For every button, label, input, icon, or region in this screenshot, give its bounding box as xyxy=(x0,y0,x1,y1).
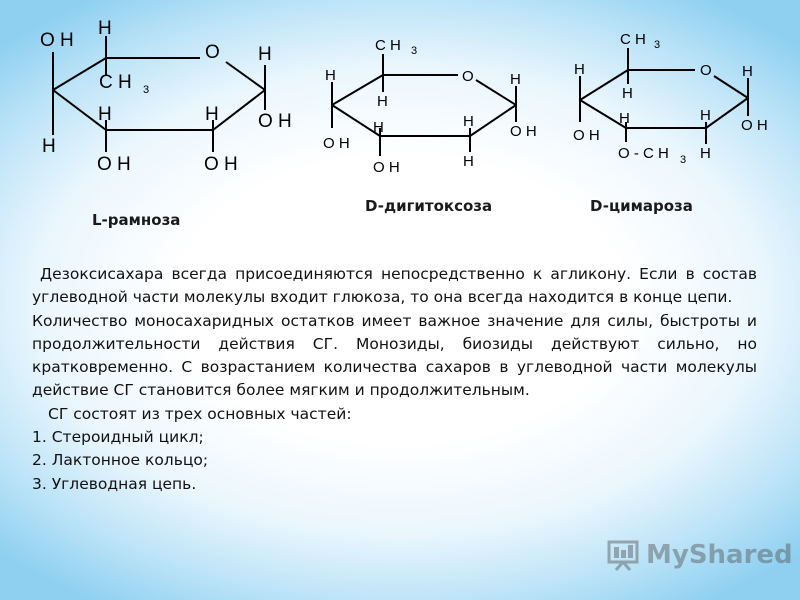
body-text xyxy=(32,263,757,496)
h-label: H xyxy=(574,61,585,78)
ch3-subscript: 3 xyxy=(654,39,661,51)
oh-label: O H xyxy=(573,127,600,144)
oh-label: O H xyxy=(40,30,74,51)
list-item: 2. Лактонное кольцо; xyxy=(32,451,209,470)
ch3-label: C H xyxy=(375,37,401,54)
och3-label: O - C H xyxy=(618,145,669,162)
ch3-subscript: 3 xyxy=(411,45,418,57)
ch3-subscript: 3 xyxy=(143,84,150,96)
ch3-label: C H xyxy=(620,31,646,48)
h-label: H xyxy=(510,71,521,88)
h-label: H xyxy=(463,113,474,130)
list-item: 1. Стероидный цикл; xyxy=(32,428,204,447)
h-label: H xyxy=(98,18,112,39)
h-label: H xyxy=(742,63,753,80)
h-label: H xyxy=(205,104,219,125)
ring-oxygen-label: O xyxy=(205,42,220,63)
structure-l-rhamnose xyxy=(40,18,292,175)
h-label: H xyxy=(98,104,112,125)
oh-label: O H xyxy=(741,117,768,134)
caption-l-rhamnose: L-рамноза xyxy=(92,211,181,229)
oh-label: O H xyxy=(97,154,131,175)
structure-d-digitoxose xyxy=(323,37,537,176)
list-item: 3. Углеводная цепь. xyxy=(32,474,197,493)
och3-subscript: 3 xyxy=(680,154,687,166)
watermark-text: MyShared xyxy=(646,540,793,570)
h-label: H xyxy=(258,44,272,65)
ring-oxygen-label: O xyxy=(462,68,474,85)
oh-label: O H xyxy=(323,135,350,152)
paragraph-parts-intro: СГ состоят из трех основных частей: xyxy=(48,404,352,423)
caption-d-cymarose: D-цимароза xyxy=(590,197,693,215)
h-label: H xyxy=(622,85,633,102)
structure-d-cymarose xyxy=(573,31,768,166)
presentation-board-icon xyxy=(606,538,640,572)
h-label: H xyxy=(42,136,56,157)
h-label: H xyxy=(463,153,474,170)
h-label: H xyxy=(325,67,336,84)
h-label: H xyxy=(373,119,384,136)
watermark xyxy=(606,537,793,573)
h-label: H xyxy=(377,93,388,110)
h-label: H xyxy=(619,110,630,127)
paragraph-deoxysugars: Дезоксисахара всегда присоединяются непосредственно к агликону. Если в состав углеводной части молекулы входит глюкоза, то она всегда находится в конце цепи. xyxy=(32,265,757,307)
oh-label: O H xyxy=(373,159,400,176)
ring-oxygen-label: O xyxy=(700,62,712,79)
oh-label: O H xyxy=(510,123,537,140)
oh-label: O H xyxy=(204,154,238,175)
h-label: H xyxy=(700,107,711,124)
caption-d-digitoxose: D-дигитоксоза xyxy=(365,197,493,215)
h-label: H xyxy=(700,145,711,162)
oh-label: O H xyxy=(258,111,292,132)
paragraph-monosaccharide-count: Количество моносахаридных остатков имеет важное значение для силы, быстроты и продолжительности действия СГ. Монозиды, биозиды действуют сильно, но кратковременно. С возрастанием количества сахаров в углеводной части молекулы действие СГ становится более мягким и продолжительным. xyxy=(32,311,757,400)
ch3-label: C H xyxy=(99,72,132,93)
